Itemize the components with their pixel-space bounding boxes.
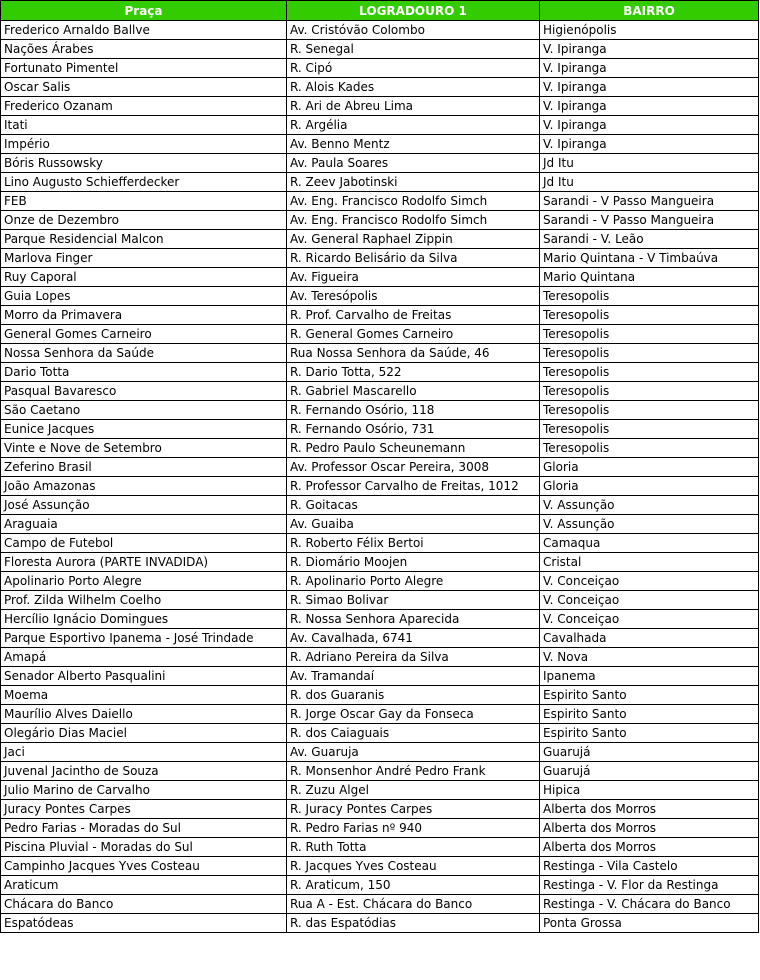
cell-bairro[interactable]: Gloria: [540, 477, 759, 496]
table-row: [1, 724, 759, 743]
table-row: [1, 97, 759, 116]
cell-bairro[interactable]: Espirito Santo: [540, 705, 759, 724]
table-row: [1, 249, 759, 268]
cell-praca[interactable]: Araticum: [1, 876, 287, 895]
cell-praca[interactable]: Onze de Dezembro: [1, 211, 287, 230]
table-row: [1, 59, 759, 78]
table-row: [1, 40, 759, 59]
table-row: [1, 192, 759, 211]
cell-praca[interactable]: Pedro Farias - Moradas do Sul: [1, 819, 287, 838]
cell-praca[interactable]: Império: [1, 135, 287, 154]
table-row: [1, 743, 759, 762]
cell-logradouro[interactable]: R. Jacques Yves Costeau: [287, 857, 540, 876]
cell-praca[interactable]: Olegário Dias Maciel: [1, 724, 287, 743]
cell-logradouro[interactable]: R. Araticum, 150: [287, 876, 540, 895]
cell-bairro[interactable]: V. Ipiranga: [540, 135, 759, 154]
cell-praca[interactable]: Frederico Ozanam: [1, 97, 287, 116]
cell-bairro[interactable]: Teresopolis: [540, 401, 759, 420]
table-row: [1, 287, 759, 306]
cell-logradouro[interactable]: R. Gabriel Mascarello: [287, 382, 540, 401]
cell-praca[interactable]: Piscina Pluvial - Moradas do Sul: [1, 838, 287, 857]
cell-bairro[interactable]: V. Assunção: [540, 496, 759, 515]
cell-bairro[interactable]: Sarandi - V Passo Mangueira: [540, 211, 759, 230]
cell-logradouro[interactable]: R. Dario Totta, 522: [287, 363, 540, 382]
cell-praca[interactable]: Campinho Jacques Yves Costeau: [1, 857, 287, 876]
table-row: [1, 135, 759, 154]
table-row: [1, 591, 759, 610]
table-row: [1, 667, 759, 686]
cell-bairro[interactable]: Cristal: [540, 553, 759, 572]
table-row: [1, 306, 759, 325]
cell-logradouro[interactable]: Av. Guaruja: [287, 743, 540, 762]
cell-logradouro[interactable]: R. General Gomes Carneiro: [287, 325, 540, 344]
cell-logradouro[interactable]: Rua Nossa Senhora da Saúde, 46: [287, 344, 540, 363]
cell-bairro[interactable]: Gloria: [540, 458, 759, 477]
cell-logradouro[interactable]: R. Professor Carvalho de Freitas, 1012: [287, 477, 540, 496]
cell-praca[interactable]: Campo de Futebol: [1, 534, 287, 553]
cell-logradouro[interactable]: R. Fernando Osório, 731: [287, 420, 540, 439]
cell-praca[interactable]: Bóris Russowsky: [1, 154, 287, 173]
cell-logradouro[interactable]: R. Alois Kades: [287, 78, 540, 97]
table-row: [1, 515, 759, 534]
cell-logradouro[interactable]: R. Ruth Totta: [287, 838, 540, 857]
cell-logradouro[interactable]: Av. Eng. Francisco Rodolfo Simch: [287, 211, 540, 230]
table-row: [1, 401, 759, 420]
cell-bairro[interactable]: Guarujá: [540, 743, 759, 762]
cell-praca[interactable]: Espatódeas: [1, 914, 287, 933]
cell-logradouro[interactable]: R. Adriano Pereira da Silva: [287, 648, 540, 667]
cell-bairro[interactable]: V. Ipiranga: [540, 116, 759, 135]
table-row: [1, 857, 759, 876]
cell-bairro[interactable]: Sarandi - V. Leão: [540, 230, 759, 249]
cell-logradouro[interactable]: Rua A - Est. Chácara do Banco: [287, 895, 540, 914]
table-row: [1, 800, 759, 819]
cell-praca[interactable]: Julio Marino de Carvalho: [1, 781, 287, 800]
cell-logradouro[interactable]: R. Juracy Pontes Carpes: [287, 800, 540, 819]
cell-praca[interactable]: Itati: [1, 116, 287, 135]
cell-bairro[interactable]: Ipanema: [540, 667, 759, 686]
cell-logradouro[interactable]: Av. Cristóvão Colombo: [287, 21, 540, 40]
cell-bairro[interactable]: Espirito Santo: [540, 686, 759, 705]
cell-logradouro[interactable]: Av. Eng. Francisco Rodolfo Simch: [287, 192, 540, 211]
cell-logradouro[interactable]: R. Zuzu Algel: [287, 781, 540, 800]
cell-praca[interactable]: Morro da Primavera: [1, 306, 287, 325]
cell-bairro[interactable]: V. Nova: [540, 648, 759, 667]
cell-praca[interactable]: Vinte e Nove de Setembro: [1, 439, 287, 458]
cell-bairro[interactable]: Restinga - V. Flor da Restinga: [540, 876, 759, 895]
cell-praca[interactable]: Zeferino Brasil: [1, 458, 287, 477]
cell-logradouro[interactable]: R. dos Guaranis: [287, 686, 540, 705]
cell-bairro[interactable]: V. Ipiranga: [540, 78, 759, 97]
cell-bairro[interactable]: Teresopolis: [540, 344, 759, 363]
cell-praca[interactable]: Prof. Zilda Wilhelm Coelho: [1, 591, 287, 610]
cell-logradouro[interactable]: R. Apolinario Porto Alegre: [287, 572, 540, 591]
cell-logradouro[interactable]: R. Roberto Félix Bertoi: [287, 534, 540, 553]
cell-logradouro[interactable]: Av. Tramandaí: [287, 667, 540, 686]
header-praca[interactable]: Praça: [1, 1, 287, 21]
cell-praca[interactable]: Parque Esportivo Ipanema - José Trindade: [1, 629, 287, 648]
table-header: [1, 1, 759, 21]
table-row: [1, 610, 759, 629]
cell-bairro[interactable]: Sarandi - V Passo Mangueira: [540, 192, 759, 211]
cell-praca[interactable]: Parque Residencial Malcon: [1, 230, 287, 249]
cell-bairro[interactable]: Teresopolis: [540, 325, 759, 344]
table-row: [1, 458, 759, 477]
cell-bairro[interactable]: Guarujá: [540, 762, 759, 781]
table-row: [1, 838, 759, 857]
table-row: [1, 230, 759, 249]
table-row: [1, 344, 759, 363]
cell-logradouro[interactable]: R. Simao Bolivar: [287, 591, 540, 610]
cell-bairro[interactable]: Camaqua: [540, 534, 759, 553]
table-row: [1, 154, 759, 173]
cell-praca[interactable]: Fortunato Pimentel: [1, 59, 287, 78]
table-row: [1, 420, 759, 439]
table-row: [1, 325, 759, 344]
cell-bairro[interactable]: Ponta Grossa: [540, 914, 759, 933]
cell-logradouro[interactable]: R. Ricardo Belisário da Silva: [287, 249, 540, 268]
cell-bairro[interactable]: V. Ipiranga: [540, 97, 759, 116]
cell-bairro[interactable]: Teresopolis: [540, 420, 759, 439]
table-row: [1, 268, 759, 287]
cell-logradouro[interactable]: R. Fernando Osório, 118: [287, 401, 540, 420]
cell-praca[interactable]: Chácara do Banco: [1, 895, 287, 914]
cell-logradouro[interactable]: Av. Professor Oscar Pereira, 3008: [287, 458, 540, 477]
cell-logradouro[interactable]: R. dos Caiaguais: [287, 724, 540, 743]
table-row: [1, 762, 759, 781]
cell-logradouro[interactable]: Av. Paula Soares: [287, 154, 540, 173]
cell-logradouro[interactable]: R. das Espatódias: [287, 914, 540, 933]
table-row: [1, 572, 759, 591]
table-row: [1, 173, 759, 192]
cell-logradouro[interactable]: Av. Figueira: [287, 268, 540, 287]
cell-logradouro[interactable]: R. Jorge Oscar Gay da Fonseca: [287, 705, 540, 724]
table-row: [1, 439, 759, 458]
header-bairro[interactable]: BAIRRO: [540, 1, 759, 21]
cell-bairro[interactable]: Mario Quintana - V Timbaúva: [540, 249, 759, 268]
table-row: [1, 553, 759, 572]
table-row: [1, 648, 759, 667]
cell-praca[interactable]: Moema: [1, 686, 287, 705]
cell-praca[interactable]: General Gomes Carneiro: [1, 325, 287, 344]
cell-bairro[interactable]: Restinga - Vila Castelo: [540, 857, 759, 876]
cell-praca[interactable]: Frederico Arnaldo Ballve: [1, 21, 287, 40]
table-row: [1, 819, 759, 838]
cell-logradouro[interactable]: R. Senegal: [287, 40, 540, 59]
cell-logradouro[interactable]: R. Pedro Paulo Scheunemann: [287, 439, 540, 458]
cell-logradouro[interactable]: R. Goitacas: [287, 496, 540, 515]
cell-bairro[interactable]: Higienópolis: [540, 21, 759, 40]
cell-logradouro[interactable]: R. Zeev Jabotinski: [287, 173, 540, 192]
cell-bairro[interactable]: Alberta dos Morros: [540, 838, 759, 857]
cell-praca[interactable]: Juvenal Jacintho de Souza: [1, 762, 287, 781]
table-row: [1, 876, 759, 895]
table-row: [1, 686, 759, 705]
cell-praca[interactable]: Senador Alberto Pasqualini: [1, 667, 287, 686]
header-row: [1, 1, 759, 21]
table-row: [1, 363, 759, 382]
cell-bairro[interactable]: Espirito Santo: [540, 724, 759, 743]
table-row: [1, 496, 759, 515]
cell-bairro[interactable]: Jd Itu: [540, 173, 759, 192]
cell-logradouro[interactable]: Av. General Raphael Zippin: [287, 230, 540, 249]
cell-praca[interactable]: Araguaia: [1, 515, 287, 534]
cell-praca[interactable]: Eunice Jacques: [1, 420, 287, 439]
cell-praca[interactable]: Jaci: [1, 743, 287, 762]
cell-praca[interactable]: Marlova Finger: [1, 249, 287, 268]
cell-bairro[interactable]: Alberta dos Morros: [540, 819, 759, 838]
cell-logradouro[interactable]: R. Ari de Abreu Lima: [287, 97, 540, 116]
cell-praca[interactable]: São Caetano: [1, 401, 287, 420]
table-row: [1, 211, 759, 230]
cell-logradouro[interactable]: R. Pedro Farias nº 940: [287, 819, 540, 838]
cell-bairro[interactable]: Teresopolis: [540, 439, 759, 458]
table-row: [1, 21, 759, 40]
cell-praca[interactable]: Pasqual Bavaresco: [1, 382, 287, 401]
cell-logradouro[interactable]: Av. Teresópolis: [287, 287, 540, 306]
cell-praca[interactable]: Dario Totta: [1, 363, 287, 382]
cell-logradouro[interactable]: R. Monsenhor André Pedro Frank: [287, 762, 540, 781]
cell-bairro[interactable]: Alberta dos Morros: [540, 800, 759, 819]
cell-bairro[interactable]: V. Ipiranga: [540, 40, 759, 59]
cell-bairro[interactable]: V. Assunção: [540, 515, 759, 534]
cell-bairro[interactable]: Teresopolis: [540, 363, 759, 382]
cell-praca[interactable]: Lino Augusto Schiefferdecker: [1, 173, 287, 192]
cell-praca[interactable]: Nações Árabes: [1, 40, 287, 59]
table-row: [1, 629, 759, 648]
cell-praca[interactable]: Floresta Aurora (PARTE INVADIDA): [1, 553, 287, 572]
cell-bairro[interactable]: Teresopolis: [540, 306, 759, 325]
cell-praca[interactable]: Hercílio Ignácio Domingues: [1, 610, 287, 629]
cell-praca[interactable]: FEB: [1, 192, 287, 211]
table-row: [1, 705, 759, 724]
cell-logradouro[interactable]: R. Cipó: [287, 59, 540, 78]
cell-bairro[interactable]: V. Conceiçao: [540, 610, 759, 629]
cell-bairro[interactable]: Teresopolis: [540, 382, 759, 401]
cell-bairro[interactable]: Jd Itu: [540, 154, 759, 173]
cell-praca[interactable]: José Assunção: [1, 496, 287, 515]
cell-bairro[interactable]: V. Conceiçao: [540, 572, 759, 591]
table-row: [1, 914, 759, 933]
cell-logradouro[interactable]: R. Diomário Moojen: [287, 553, 540, 572]
table-row: [1, 781, 759, 800]
cell-praca[interactable]: Guia Lopes: [1, 287, 287, 306]
cell-logradouro[interactable]: R. Argélia: [287, 116, 540, 135]
table-row: [1, 534, 759, 553]
cell-bairro[interactable]: Restinga - V. Chácara do Banco: [540, 895, 759, 914]
cell-praca[interactable]: Amapá: [1, 648, 287, 667]
table-row: [1, 116, 759, 135]
table-row: [1, 895, 759, 914]
cell-praca[interactable]: Oscar Salis: [1, 78, 287, 97]
table-body: [1, 21, 759, 933]
cell-logradouro[interactable]: R. Nossa Senhora Aparecida: [287, 610, 540, 629]
cell-bairro[interactable]: Cavalhada: [540, 629, 759, 648]
cell-bairro[interactable]: V. Conceiçao: [540, 591, 759, 610]
cell-praca[interactable]: João Amazonas: [1, 477, 287, 496]
cell-praca[interactable]: Apolinario Porto Alegre: [1, 572, 287, 591]
cell-praca[interactable]: Ruy Caporal: [1, 268, 287, 287]
table-row: [1, 477, 759, 496]
cell-logradouro[interactable]: Av. Benno Mentz: [287, 135, 540, 154]
header-logradouro[interactable]: LOGRADOURO 1: [287, 1, 540, 21]
cell-bairro[interactable]: Teresopolis: [540, 287, 759, 306]
cell-bairro[interactable]: Hipica: [540, 781, 759, 800]
cell-logradouro[interactable]: R. Prof. Carvalho de Freitas: [287, 306, 540, 325]
cell-praca[interactable]: Juracy Pontes Carpes: [1, 800, 287, 819]
cell-logradouro[interactable]: Av. Cavalhada, 6741: [287, 629, 540, 648]
cell-bairro[interactable]: V. Ipiranga: [540, 59, 759, 78]
table-row: [1, 382, 759, 401]
cell-logradouro[interactable]: Av. Guaiba: [287, 515, 540, 534]
cell-praca[interactable]: Maurílio Alves Daiello: [1, 705, 287, 724]
cell-praca[interactable]: Nossa Senhora da Saúde: [1, 344, 287, 363]
cell-bairro[interactable]: Mario Quintana: [540, 268, 759, 287]
table-row: [1, 78, 759, 97]
